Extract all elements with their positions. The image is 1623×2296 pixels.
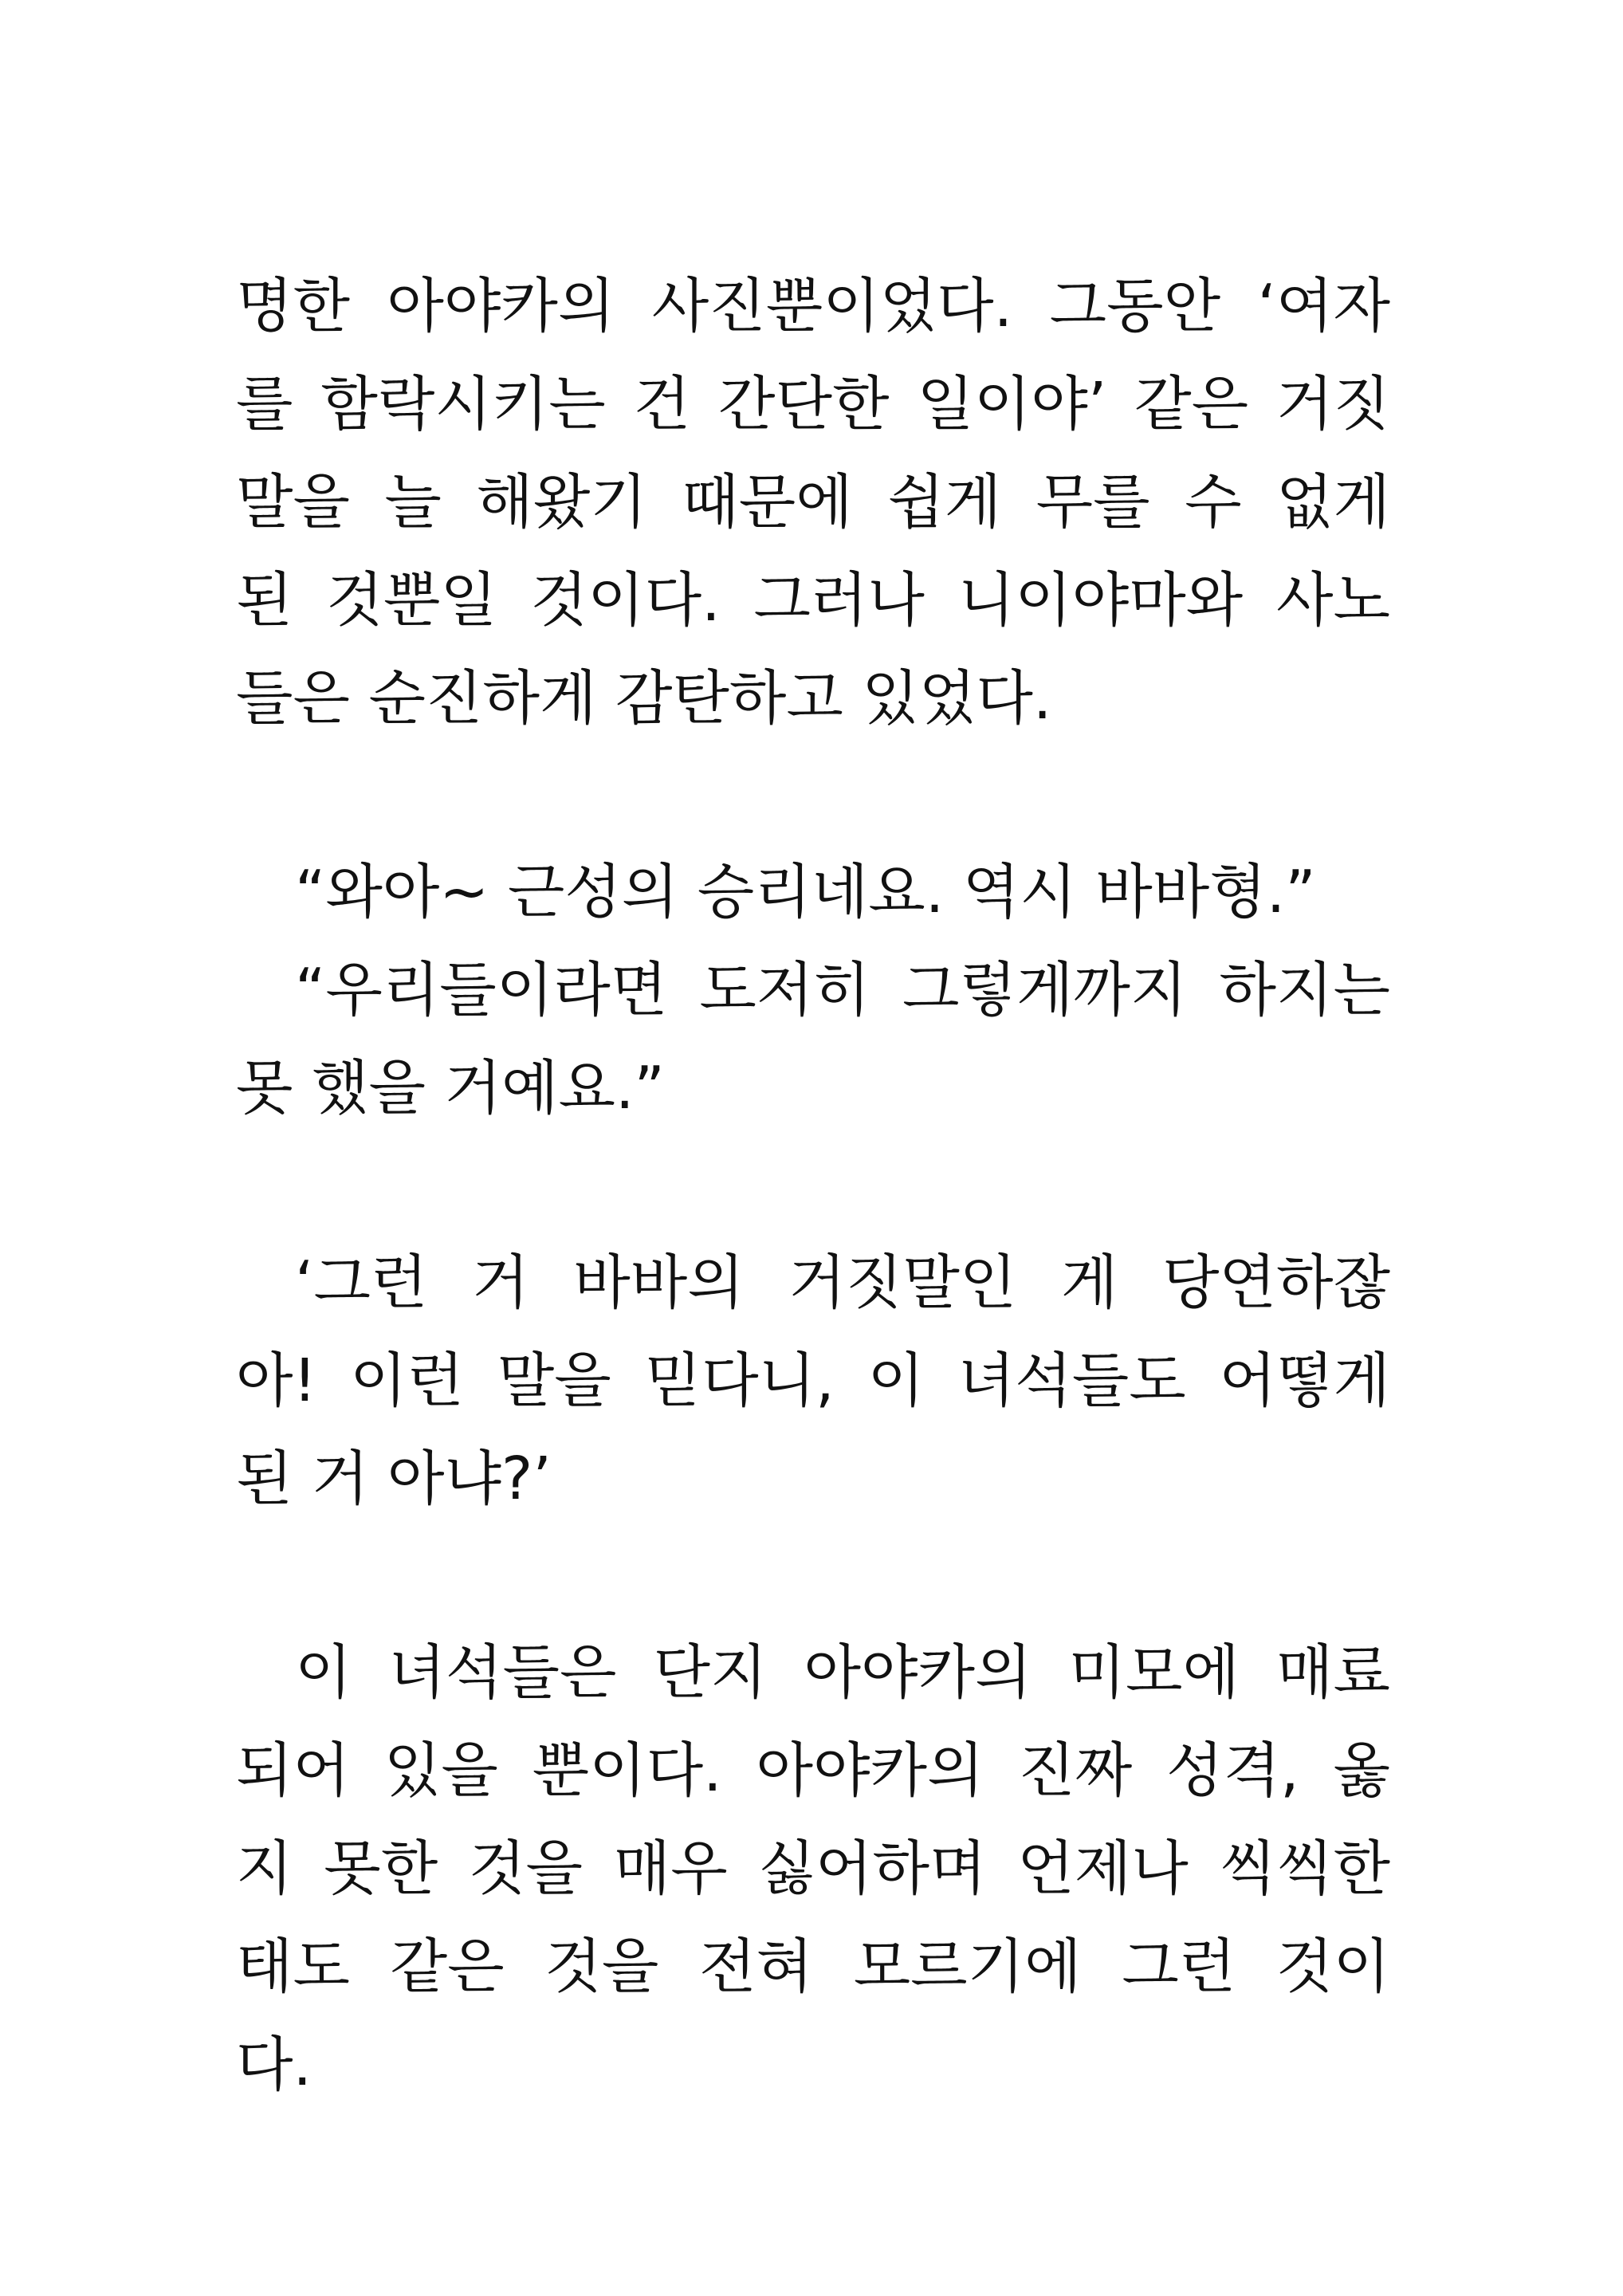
text-line: 다.: [236, 2031, 312, 2099]
text-line: 말을 늘 해왔기 때문에 쉽게 무를 수 없게: [236, 468, 1390, 537]
text-line: 된 것뿐일 것이다. 그러나 니이야마와 사노: [236, 566, 1390, 635]
thought-line: ‘그런 거 바바의 거짓말인 게 당연하잖: [295, 1248, 1390, 1317]
text-line: 지 못한 것을 매우 싫어하며 언제나 씩씩한: [236, 1834, 1390, 1903]
thought-line: 된 거 아냐?’: [236, 1445, 552, 1513]
text-line: 되어 있을 뿐이다. 아야카의 진짜 성격, 옳: [236, 1736, 1390, 1805]
dialogue-line: 못 했을 거예요.”: [236, 1054, 665, 1122]
text-line: 태도 같은 것을 전혀 모르기에 그런 것이: [236, 1932, 1390, 2001]
text-line: 들은 순진하게 감탄하고 있었다.: [236, 664, 1052, 733]
dialogue-line: “우리들이라면 도저히 그렇게까지 하지는: [295, 956, 1390, 1024]
dialogue-line: “와아~ 근성의 승리네요. 역시 바바형.”: [295, 858, 1316, 926]
text-line: 를 함락시키는 건 간단한 일이야’ 같은 거짓: [236, 370, 1390, 438]
thought-line: 아! 이런 말을 믿다니, 이 녀석들도 어떻게: [236, 1347, 1390, 1415]
text-line: 이 녀석들은 단지 아야카의 미모에 매료: [295, 1638, 1390, 1707]
text-line: 명한 아야카의 사진뿐이었다. 그동안 ‘여자: [236, 272, 1390, 340]
